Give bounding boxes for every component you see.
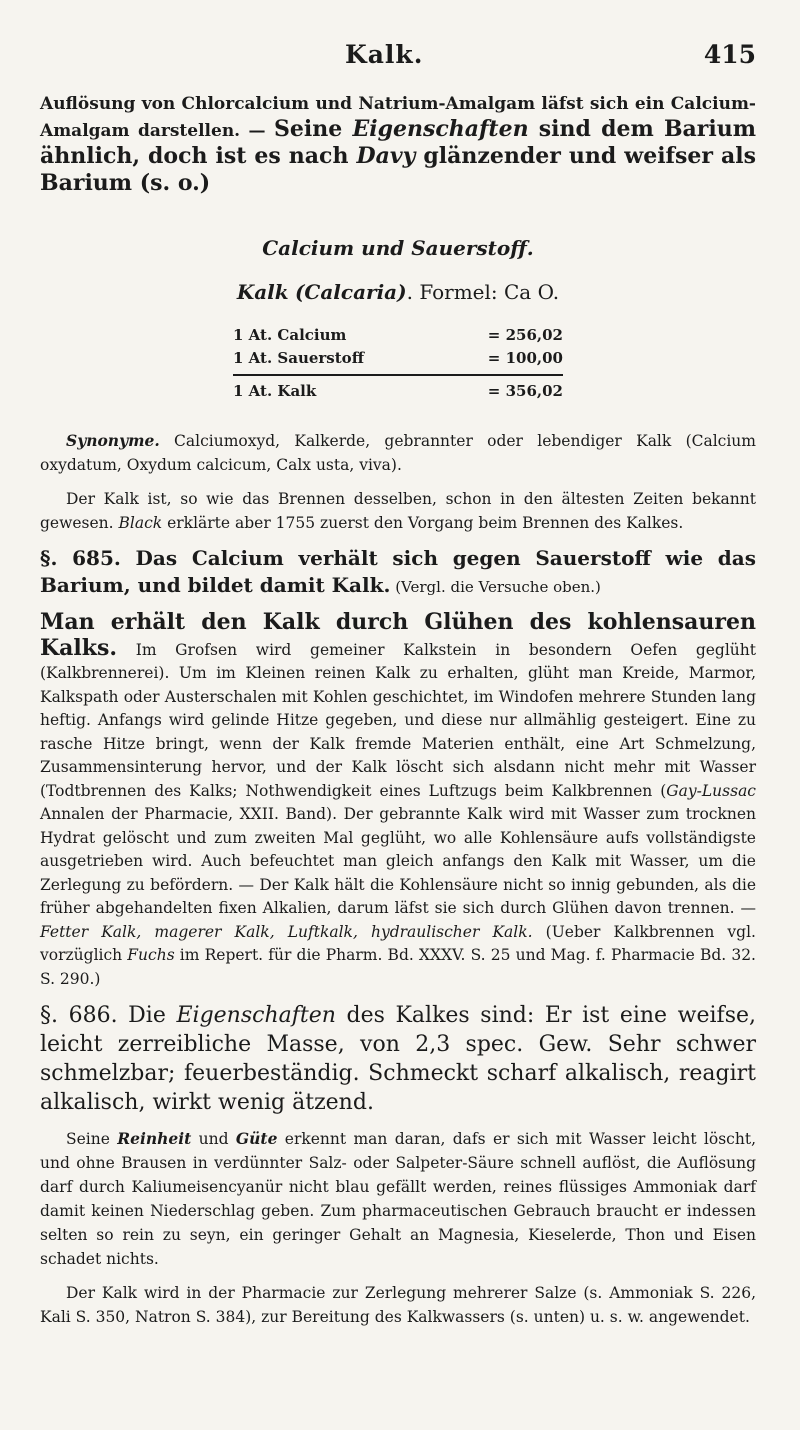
running-head: Kalk.	[345, 40, 424, 69]
synonyms-paragraph: Synonyme. Calciumoxyd, Kalkerde, gebrannter oder lebendiger Kalk (Calcium oxydatum, Oxydum calcicum, Calx usta, viva).	[40, 431, 756, 474]
intro-paragraph: Auflösung von Chlorcalcium und Natrium-Amalgam läfst sich ein Calcium-Amalgam darstellen. — Seine Eigenschaften sind dem Barium ähnlich, doch ist es nach Davy glänzender und weifser als Barium (s. o.)	[40, 94, 757, 196]
page-header	[40, 40, 756, 92]
production-paragraph: Man erhält den Kalk durch Glühen des kohlensauren Kalks. Im Grofsen wird gemeiner Kalkstein in besondern Oefen geglüht (Kalkbrennerei). Um im Kleinen reinen Kalk zu erhalten, glüht man Kreide, Marmor, Kalkspath oder Austerschalen mit Kohlen geschichtet, im Windofen mehrere Stunden lang heftig. Anfangs wird gelinde Hitze gegeben, und diese nur allmählig gesteigert. Eine zu rasche Hitze bringt, wenn der Kalk fremde Materien enthält, eine Art Schmelzung, Zusammensinterung hervor, und der Kalk löscht sich alsdann nicht mehr mit Wasser (Todtbrennen des Kalks; Nothwendigkeit eines Luftzugs beim Kalkbrennen (Gay-Lussac Annalen der Pharmacie, XXII. Band). Der gebrannte Kalk wird mit Wasser zum trocknen Hydrat gelöscht und zum zweiten Mal geglüht, wo alle Kohlensäure aufs vollständigste ausgetrieben wird. Auch befeuchtet man gleich anfangs den Kalk mit Wasser, um die Zerlegung zu befördern. — Der Kalk hält die Kohlensäure nicht so innig gebunden, als die früher abgehandelten fixen Alkalien, darum läfst sie sich durch Glühen davon trennen. — Fetter Kalk, magerer Kalk, Luftkalk, hydraulischer Kalk. (Ueber Kalkbrennen vgl. vorzüglich Fuchs im Repert. für die Pharm. Bd. XXXV. S. 25 und Mag. f. Pharmacie Bd. 32. S. 290.)	[40, 609, 756, 988]
history-paragraph: Der Kalk ist, so wie das Brennen desselben, schon in den ältesten Zeiten bekannt gewesen. Black erklärte aber 1755 zuerst den Vorgang beim Brennen des Kalkes.	[40, 490, 756, 532]
page-number: 415	[703, 40, 756, 69]
formula-row: 1 At. Calcium = 256,02	[233, 326, 563, 344]
formula-row: 1 At. Sauerstoff = 100,00	[233, 349, 563, 367]
formula-table	[233, 324, 563, 403]
section-685: §. 685. Das Calcium verhält sich gegen Sauerstoff wie das Barium, und bildet damit Kalk. (Vergl. die Versuche oben.)	[40, 546, 756, 597]
use-paragraph: Der Kalk wird in der Pharmacie zur Zerlegung mehrerer Salze (s. Ammoniak S. 226, Kali S. 350, Natron S. 384), zur Bereitung des Kalkwassers (s. unten) u. s. w. angewendet.	[40, 1284, 756, 1326]
purity-paragraph: Seine Reinheit und Güte erkennt man daran, dafs er sich mit Wasser leicht löscht, und ohne Brausen in verdünnter Salz- oder Salpeter-Säure schnell auflöst, die Auflösung darf durch Kaliumeisencyanür nicht blau gefällt werden, reines flüssiges Ammoniak darf damit keinen Niederschlag geben. Zum pharmaceutischen Gebrauch braucht er indessen selten so rein zu seyn, ein geringer Gehalt an Magnesia, Kieselerde, Thon und Eisen schadet nichts.	[40, 1129, 756, 1268]
section-686: §. 686. Die Eigenschaften des Kalkes sind: Er ist eine weifse, leicht zerreibliche Masse, von 2,3 spec. Gew. Sehr schwer schmelzbar; feuerbeständig. Schmeckt scharf alkalisch, reagirt alkalisch, wirkt wenig ätzend.	[40, 1003, 756, 1115]
formula-total-row: 1 At. Kalk = 356,02	[233, 382, 563, 400]
section-title: Calcium und Sauerstoff.	[262, 236, 534, 260]
kalk-title: Kalk (Calcaria). Formel: Ca O.	[236, 280, 560, 304]
formula-divider	[233, 374, 563, 376]
